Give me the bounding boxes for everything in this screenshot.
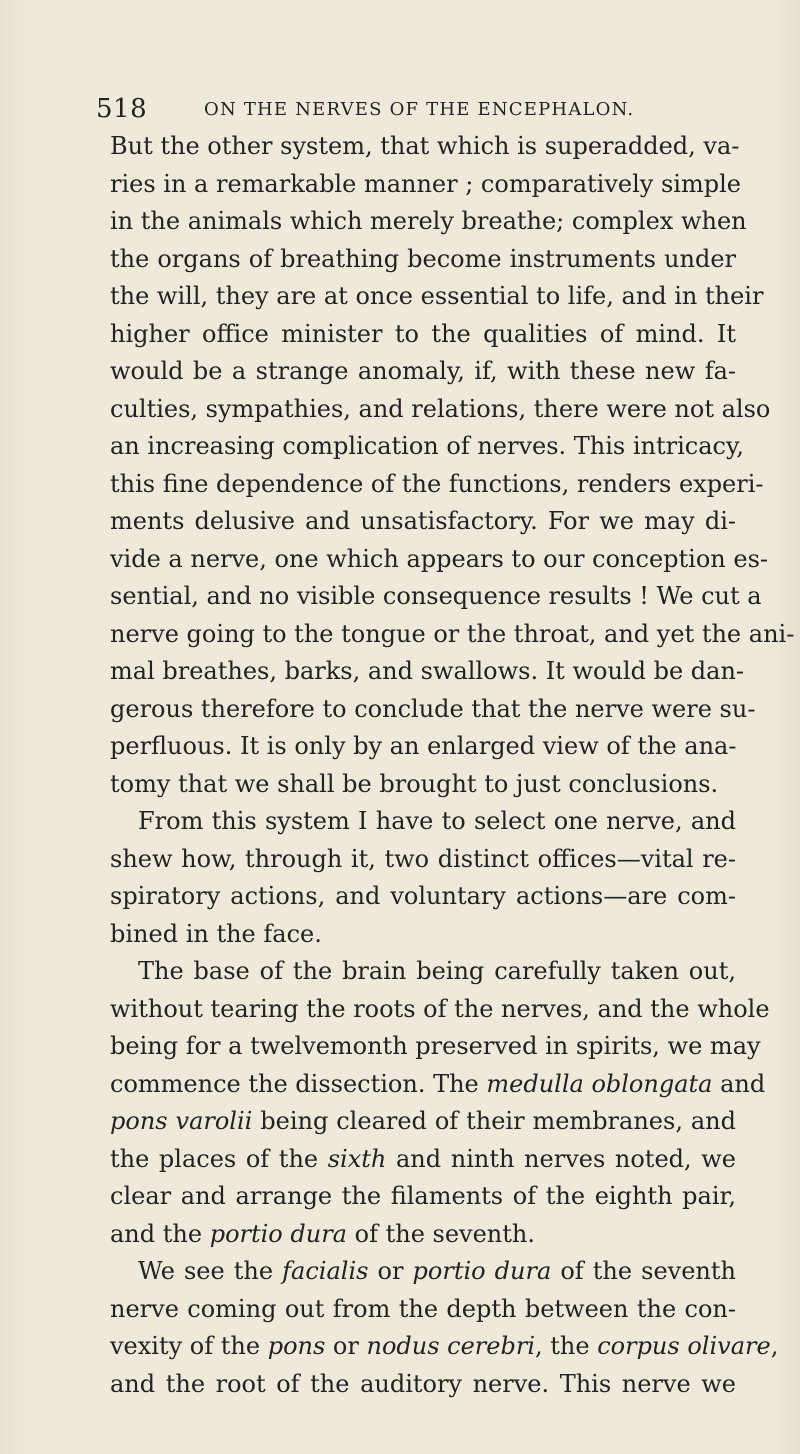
text-line: We see the facialis or portio dura of the seventh — [138, 1257, 736, 1285]
text-line: spiratory actions, and voluntary actions—are com- — [110, 882, 736, 910]
text-line: vide a nerve, one which appears to our conception es- — [110, 544, 768, 573]
text-line: From this system I have to select one nerve, and — [138, 807, 736, 835]
text-line: commence the dissection. The medulla oblongata and — [110, 1069, 766, 1098]
running-head — [96, 94, 736, 124]
text-line: vexity of the pons or nodus cerebri, the corpus olivare, — [110, 1332, 779, 1360]
text-line: an increasing complication of nerves. This intricacy, — [110, 432, 744, 460]
text-line: ries in a remarkable manner ; comparatively simple — [110, 169, 741, 198]
text-line: nerve going to the tongue or the throat, and yet the ani- — [110, 619, 795, 648]
body-text — [110, 128, 795, 1403]
text-line: bined in the face. — [110, 919, 322, 948]
text-line: sential, and no visible consequence results ! We cut a — [110, 582, 762, 610]
text-line: the places of the sixth and ninth nerves noted, we — [110, 1144, 736, 1173]
running-title: ON THE NERVES OF THE ENCEPHALON. — [204, 99, 635, 120]
text-line: perfluous. It is only by an enlarged view of the ana- — [110, 732, 737, 760]
text-line: the will, they are at once essential to life, and in their — [110, 282, 764, 310]
text-line: mal breathes, barks, and swallows. It would be dan- — [110, 657, 745, 685]
text-line: pons varolii being cleared of their membranes, and — [110, 1107, 736, 1135]
text-line: being for a twelvemonth preserved in spirits, we may — [110, 1032, 761, 1060]
text-line: and the root of the auditory nerve. This nerve we — [110, 1369, 736, 1398]
text-line: clear and arrange the filaments of the eighth pair, — [110, 1182, 736, 1210]
text-line: culties, sympathies, and relations, there were not also — [110, 394, 771, 423]
text-line: and the portio dura of the seventh. — [110, 1219, 535, 1248]
text-line: nerve coming out from the depth between the con- — [110, 1294, 736, 1323]
text-line: in the animals which merely breathe; complex when — [110, 207, 747, 235]
text-line: this fine dependence of the functions, renders experi- — [110, 469, 764, 498]
text-line: would be a strange anomaly, if, with these new fa- — [110, 357, 736, 385]
text-line: shew how, through it, two distinct offices—vital re- — [110, 844, 736, 873]
page-number: 518 — [96, 94, 148, 124]
text-line: The base of the brain being carefully taken out, — [138, 957, 736, 985]
text-line: higher office minister to the qualities of mind. It — [110, 319, 736, 348]
text-line: gerous therefore to conclude that the nerve were su- — [110, 694, 756, 723]
text-line: But the other system, that which is superadded, va- — [110, 132, 740, 160]
text-line: ments delusive and unsatisfactory. For we may di- — [110, 507, 736, 535]
text-line: tomy that we shall be brought to just conclusions. — [110, 769, 719, 798]
text-line: the organs of breathing become instruments under — [110, 244, 736, 273]
text-line: without tearing the roots of the nerves, and the whole — [110, 994, 770, 1023]
